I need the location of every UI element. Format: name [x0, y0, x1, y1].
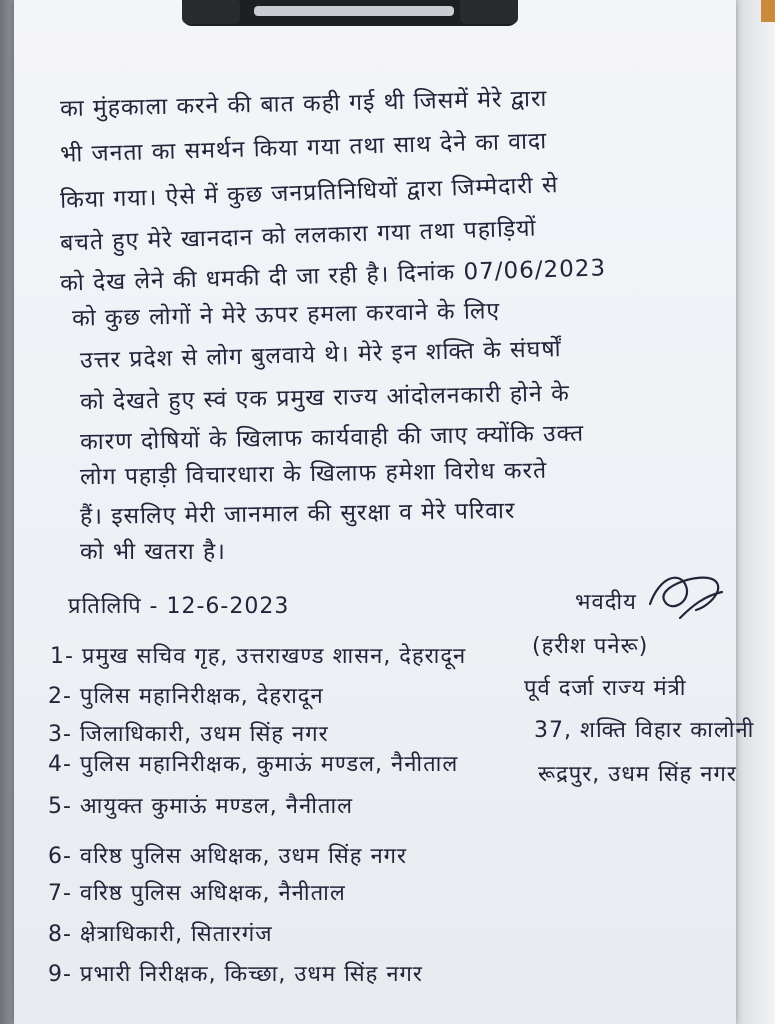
letter-line-9: कारण दोषियों के खिलाफ कार्यवाही की जाए क्योंकि उक्त: [79, 420, 585, 456]
letter-line-8: को देखते हुए स्वं एक प्रमुख राज्य आंदोलनकारी होने के: [79, 380, 570, 416]
letter-line-6: को कुछ लोगों ने मेरे ऊपर हमला करवाने के लिए: [71, 298, 501, 332]
letter-line-1: का मुंहकाला करने की बात कही गई थी जिसमें मेरे द्वारा: [59, 85, 548, 123]
copy-item-2: 2- पुलिस महानिरीक्षक, देहरादून: [48, 684, 324, 709]
letter-line-12: को भी खतरा है।: [80, 539, 226, 565]
copy-item-3: 3- जिलाधिकारी, उधम सिंह नगर: [48, 722, 329, 747]
copy-item-5: 5- आयुक्त कुमाऊं मण्डल, नैनीताल: [48, 794, 354, 819]
signatory-name: (हरीश पनेरू): [532, 634, 649, 659]
letter-line-3: किया गया। ऐसे में कुछ जनप्रतिनिधियों द्वारा जिम्मेदारी से: [59, 172, 559, 214]
clip-bar: [254, 6, 454, 16]
copy-heading: प्रतिलिपि - 12-6-2023: [68, 594, 290, 619]
clipboard-clip: [182, 0, 518, 26]
copy-item-6: 6- वरिष्ठ पुलिस अधिक्षक, उधम सिंह नगर: [48, 844, 408, 869]
background-right-edge: [735, 0, 775, 1024]
letter-line-2: भी जनता का समर्थन किया गया तथा साथ देने का वादा: [59, 128, 548, 168]
signatory-designation: पूर्व दर्जा राज्य मंत्री: [524, 676, 687, 701]
copy-item-7: 7- वरिष्ठ पुलिस अधिक्षक, नैनीताल: [48, 881, 346, 906]
clip-right-knob: [460, 0, 518, 24]
copy-item-9: 9- प्रभारी निरीक्षक, किच्छा, उधम सिंह नगर: [48, 962, 423, 987]
clip-left-knob: [182, 0, 240, 24]
letter-line-4: बचते हुए मेरे खानदान को ललकारा गया तथा पहाड़ियों: [59, 215, 537, 257]
copy-item-1: 1- प्रमुख सचिव गृह, उत्तराखण्ड शासन, देहरादून: [50, 644, 467, 669]
copy-item-8: 8- क्षेत्राधिकारी, सितारगंज: [48, 922, 273, 947]
letter-line-10: लोग पहाड़ी विचारधारा के खिलाफ हमेशा विरोध करते: [79, 457, 548, 491]
address-line-2: रूद्रपुर, उधम सिंह नगर: [538, 762, 737, 787]
address-line-1: 37, शक्ति विहार कालोनी: [534, 718, 755, 743]
letter-line-7: उत्तर प्रदेश से लोग बुलवाये थे। मेरे इन शक्ति के संघर्षों: [79, 336, 562, 374]
copy-item-4: 4- पुलिस महानिरीक्षक, कुमाऊं मण्डल, नैनीताल: [48, 752, 459, 777]
background-orange-patch: [761, 0, 775, 22]
letter-line-11: हैं। इसलिए मेरी जानमाल की सुरक्षा व मेरे परिवार: [79, 497, 516, 531]
handwritten-signature: [640, 566, 730, 626]
closing-text: भवदीय: [575, 590, 637, 615]
letter-line-5: को देख लेने की धमकी दी जा रही है। दिनांक 07/06/2023: [59, 255, 607, 297]
